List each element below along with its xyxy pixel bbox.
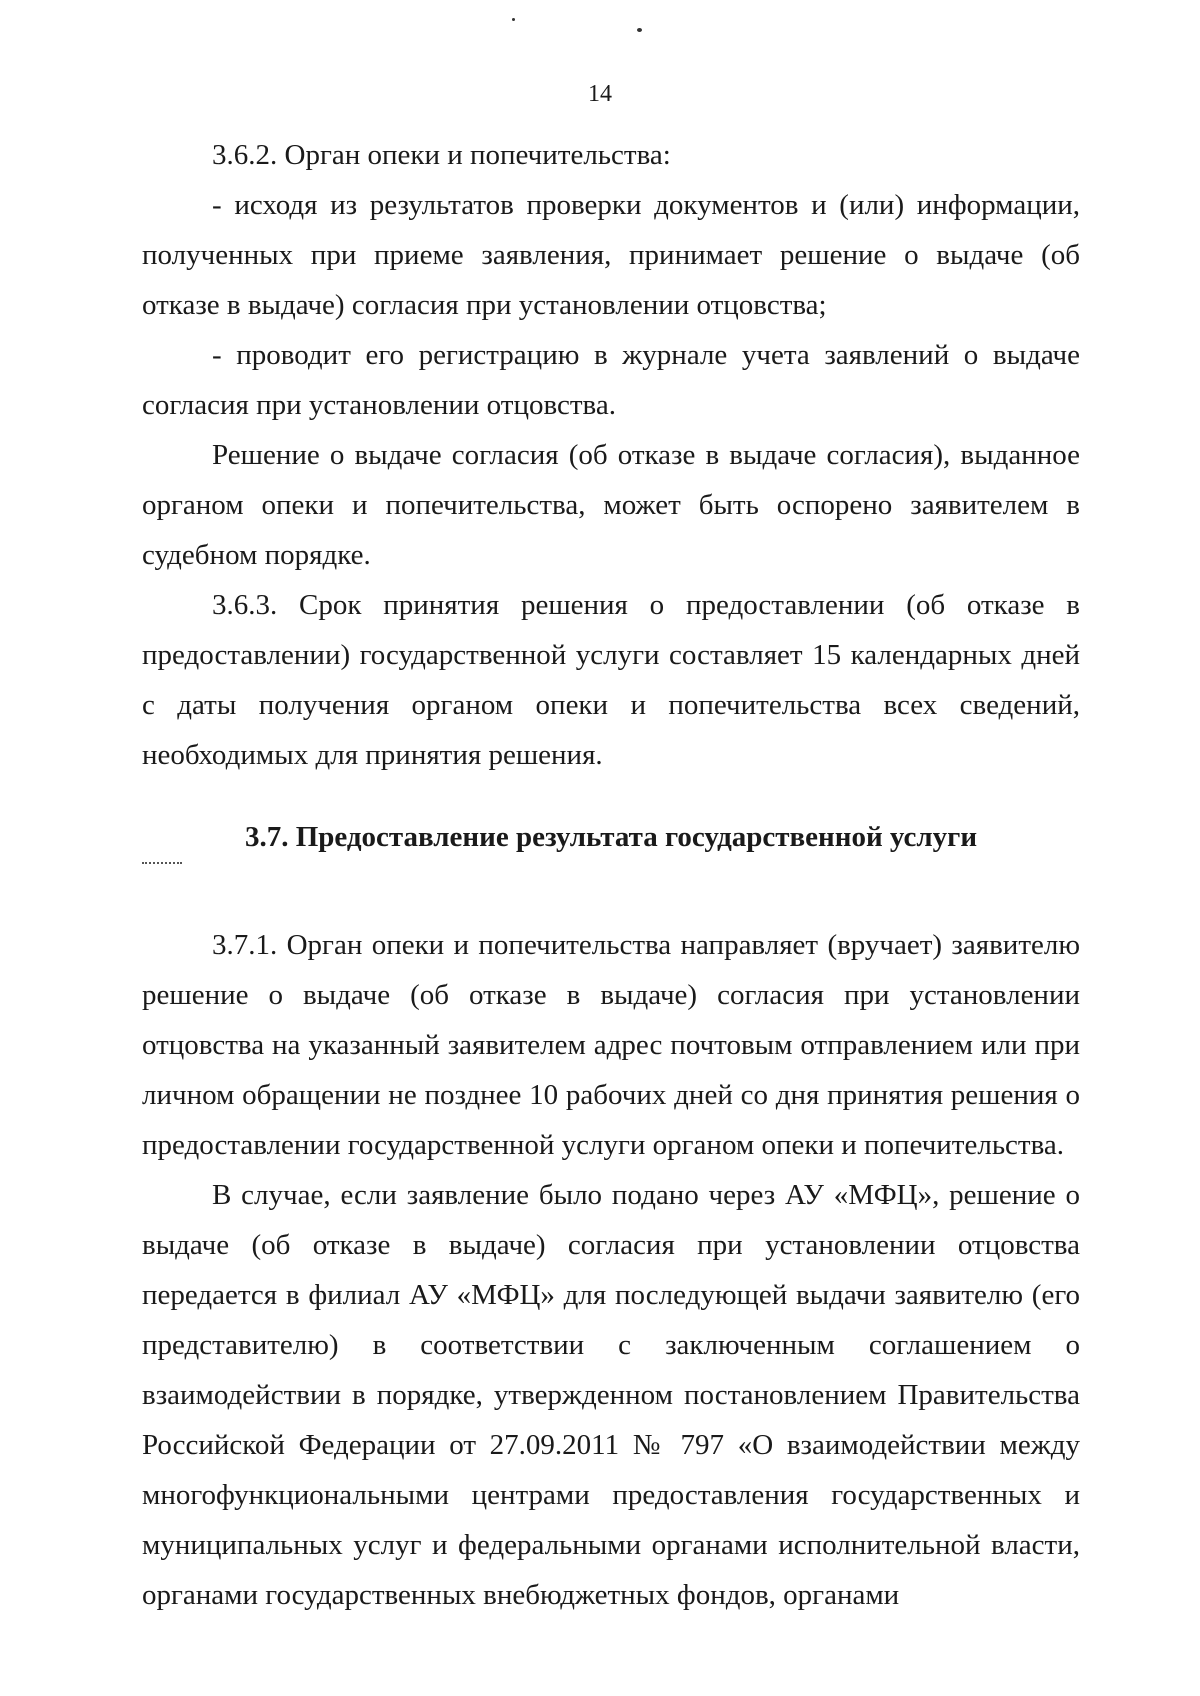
scan-mark [142, 862, 182, 867]
scan-speck [637, 28, 642, 32]
paragraph-bullet-registration: - проводит его регистрацию в журнале учета заявлений о выдаче согласия при установлении отцовства. [142, 339, 1080, 421]
page-number: 14 [588, 81, 612, 107]
paragraph-appeal: Решение о выдаче согласия (об отказе в выдаче согласия), выданное органом опеки и попечительства, может быть оспорено заявителем в судебном порядке. [142, 439, 1080, 571]
section-heading-3-7: 3.7. Предоставление результата государственной услуги [244, 821, 978, 853]
scan-speck [512, 18, 515, 21]
paragraph-3-6-2: 3.6.2. Орган опеки и попечительства: [212, 139, 671, 171]
paragraph-mfc: В случае, если заявление было подано через АУ «МФЦ», решение о выдаче (об отказе в выдаче) согласия при установлении отцовства передается в филиал АУ «МФЦ» для последующей выдачи заявителю (его представителю) в соответствии с заключенным соглашением о взаимодействии в порядке, утвержденном постановлением Правительства Российской Федерации от 27.09.2011 № 797 «О взаимодействии между многофункциональными центрами предоставления государственных и муниципальных услуг и федеральными органами исполнительной власти, органами государственных внебюджетных фондов, органами [142, 1179, 1080, 1611]
paragraph-3-7-1: 3.7.1. Орган опеки и попечительства направляет (вручает) заявителю решение о выдаче (об отказе в выдаче) согласия при установлении отцовства на указанный заявителем адрес почтовым отправлением или при личном обращении не позднее 10 рабочих дней со дня принятия решения о предоставлении государственной услуги органом опеки и попечительства. [142, 929, 1080, 1161]
document-body [142, 130, 1080, 1620]
paragraph-bullet-decision: - исходя из результатов проверки документов и (или) информации, полученных при приеме заявления, принимает решение о выдаче (об отказе в выдаче) согласия при установлении отцовства; [142, 189, 1080, 321]
paragraph-3-6-3: 3.6.3. Срок принятия решения о предоставлении (об отказе в предоставлении) государственной услуги составляет 15 календарных дней с даты получения органом опеки и попечительства всех сведений, необходимых для принятия решения. [142, 589, 1080, 771]
